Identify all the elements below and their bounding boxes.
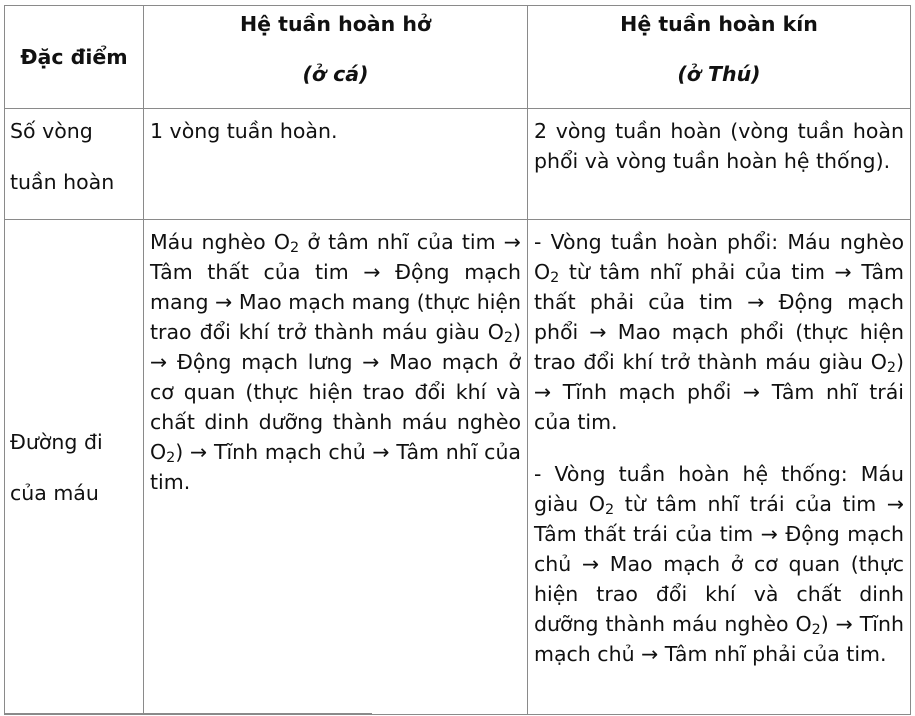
cell-text: 1 vòng tuần hoàn.: [150, 119, 338, 143]
header-open-title: Hệ tuần hoàn hở: [239, 12, 432, 36]
text-segment: từ tâm nhĩ phải của tim → Tâm thất phải của tim → Động mạch phổi → Mao mạch phổi (thực hiện trao đổi khí trở thành máu giàu O: [534, 260, 904, 374]
text-segment: từ tâm nhĩ trái của tim → Tâm thất trái của tim → Động mạch chủ → Mao mạch ở cơ quan (thực hiện trao đổi khí và chất dinh dưỡng thành máu nghèo O: [534, 492, 904, 636]
subscript: 2: [503, 330, 513, 346]
cell-text: 2 vòng tuần hoàn (vòng tuần hoàn phổi và vòng tuần hoàn hệ thống).: [534, 119, 904, 173]
comparison-table: [4, 5, 911, 715]
cell-closed-count: [528, 109, 911, 220]
text-segment: - Vòng tuần hoàn phổi: Máu nghèo O: [534, 230, 904, 284]
cell-open-path: [144, 220, 528, 715]
text-segment: - Vòng tuần hoàn hệ thống: Máu giàu O: [534, 462, 904, 516]
open-path-text: [150, 227, 521, 497]
subscript: 2: [550, 270, 560, 286]
row-blood-path: [5, 220, 911, 715]
row-circulation-count: [5, 109, 911, 220]
text-segment: ) → Tĩnh mạch phổi → Tâm nhĩ trái của tim.: [534, 350, 904, 434]
subscript: 2: [605, 502, 615, 518]
subscript: 2: [289, 240, 300, 256]
subscript: 2: [811, 622, 821, 638]
header-open-subtitle: (ở cá): [302, 62, 369, 86]
text-segment: ) → Tĩnh mạch chủ → Tâm nhĩ của tim.: [150, 440, 521, 494]
label-line: Đường đi: [10, 429, 103, 454]
text-segment: Máu nghèo O: [150, 230, 290, 254]
header-feature: [5, 6, 144, 109]
label-line: tuần hoàn: [10, 170, 115, 194]
text-segment: ở tâm nhĩ của tim → Tâm thất của tim → Động mạch mang → Mao mạch mang (thực hiện trao đổi khí trở thành máu giàu O: [150, 230, 521, 344]
header-open-circulation: [144, 6, 528, 109]
row-label-circulation-count: [5, 109, 144, 220]
label-line: Số vòng: [10, 119, 93, 143]
text-segment: ) → Động mạch lưng → Mao mạch ở cơ quan (thực hiện trao đổi khí và chất dinh dưỡng thành máu nghèo O: [150, 320, 521, 464]
systemic-circuit-text: [534, 459, 904, 669]
row-label-blood-path: [5, 220, 144, 715]
cell-closed-path: [528, 220, 911, 715]
header-closed-title: Hệ tuần hoàn kín: [620, 12, 818, 36]
pulmonary-circuit-text: [534, 227, 904, 437]
subscript: 2: [886, 360, 896, 376]
header-row: [5, 6, 911, 109]
header-closed-circulation: [528, 6, 911, 109]
subscript: 2: [166, 450, 176, 466]
divider: [4, 713, 372, 714]
cell-open-count: [144, 109, 528, 220]
label-line: của máu: [10, 480, 99, 505]
header-closed-subtitle: (ở Thú): [677, 62, 761, 86]
header-feature-label: Đặc điểm: [20, 45, 128, 69]
text-segment: ) → Tĩnh mạch chủ → Tâm nhĩ phải của tim.: [534, 612, 904, 666]
